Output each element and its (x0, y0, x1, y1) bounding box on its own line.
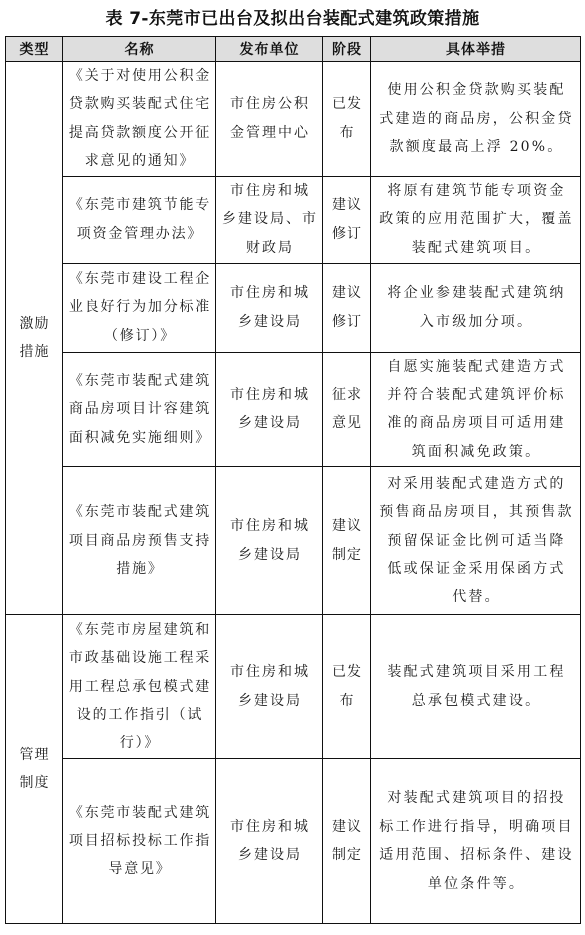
header-measure: 具体举措 (371, 37, 581, 62)
stage-cell: 建议 制定 (323, 759, 371, 924)
stage-cell: 建议 修订 (323, 263, 371, 352)
stage-cell: 建议 制定 (323, 467, 371, 615)
type-cell-incentive: 激励 措施 (6, 62, 63, 615)
stage-cell: 已发 布 (323, 62, 371, 177)
table-header-row (6, 37, 581, 62)
measure-cell: 将企业参建装配式建筑纳 入市级加分项。 (371, 263, 581, 352)
table-row (6, 176, 581, 263)
measure-cell: 装配式建筑项目采用工程 总承包模式建设。 (371, 615, 581, 759)
table-row (6, 352, 581, 467)
measure-cell: 使用公积金贷款购买装配 式建造的商品房，公积金贷 款额度最高上浮 20%。 (371, 62, 581, 177)
policy-name-cell: 《东莞市装配式建筑 项目招标投标工作指 导意见》 (63, 759, 216, 924)
stage-cell: 建议 修订 (323, 176, 371, 263)
table-row (6, 467, 581, 615)
issuer-cell: 市住房和城 乡建设局 (216, 759, 323, 924)
policy-name-cell: 《东莞市装配式建筑 商品房项目计容建筑 面积减免实施细则》 (63, 352, 216, 467)
measure-cell: 自愿实施装配式建造方式 并符合装配式建筑评价标 准的商品房项目可适用建 筑面积减免政策。 (371, 352, 581, 467)
policy-name-cell: 《东莞市房屋建筑和 市政基础设施工程采 用工程总承包模式建 设的工作指引（试 行）》 (63, 615, 216, 759)
issuer-cell: 市住房和城 乡建设局 (216, 467, 323, 615)
stage-cell: 征求 意见 (323, 352, 371, 467)
stage-cell: 已发 布 (323, 615, 371, 759)
table-row (6, 62, 581, 177)
issuer-cell: 市住房公积 金管理中心 (216, 62, 323, 177)
table-title: 表 7-东莞市已出台及拟出台装配式建筑政策措施 (105, 9, 480, 29)
issuer-cell: 市住房和城 乡建设局 (216, 352, 323, 467)
table-row (6, 263, 581, 352)
measure-cell: 将原有建筑节能专项资金 政策的应用范围扩大，覆盖 装配式建筑项目。 (371, 176, 581, 263)
issuer-cell: 市住房和城 乡建设局、市 财政局 (216, 176, 323, 263)
policy-name-cell: 《关于对使用公积金 贷款购买装配式住宅 提高贷款额度公开征 求意见的通知》 (63, 62, 216, 177)
policy-name-cell: 《东莞市装配式建筑 项目商品房预售支持 措施》 (63, 467, 216, 615)
measure-cell: 对采用装配式建造方式的 预售商品房项目，其预售款 预留保证金比例可适当降 低或保证金采用保函方式 代替。 (371, 467, 581, 615)
table-row (6, 759, 581, 924)
issuer-cell: 市住房和城 乡建设局 (216, 263, 323, 352)
table-row (6, 615, 581, 759)
policy-name-cell: 《东莞市建筑节能专 项资金管理办法》 (63, 176, 216, 263)
header-name: 名称 (63, 37, 216, 62)
header-type: 类型 (6, 37, 63, 62)
measure-cell: 对装配式建筑项目的招投 标工作进行指导，明确项目 适用范围、招标条件、建设 单位条件等。 (371, 759, 581, 924)
policy-table (5, 36, 581, 924)
issuer-cell: 市住房和城 乡建设局 (216, 615, 323, 759)
header-issuer: 发布单位 (216, 37, 323, 62)
header-stage: 阶段 (323, 37, 371, 62)
type-cell-management: 管理 制度 (6, 615, 63, 924)
policy-name-cell: 《东莞市建设工程企 业良好行为加分标准 （修订）》 (63, 263, 216, 352)
